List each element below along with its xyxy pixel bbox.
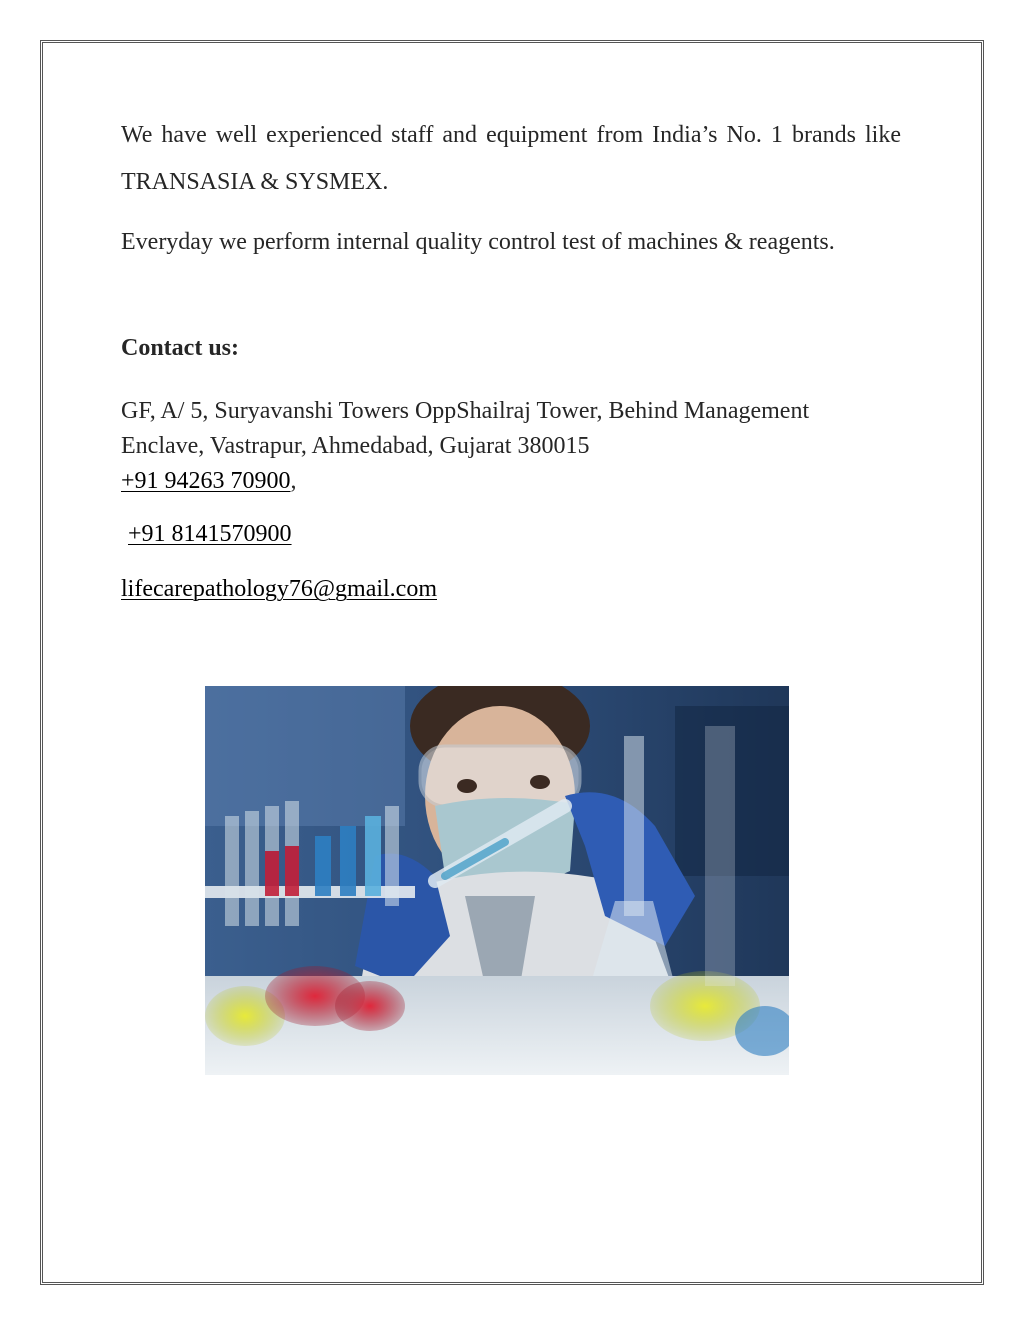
- address-line-1: GF, A/ 5, Suryavanshi Towers OppShailraj Tower, Behind Management: [121, 398, 810, 424]
- phone-separator: ,: [290, 468, 297, 494]
- email-link[interactable]: lifecarepathology76@gmail.com: [121, 576, 437, 602]
- phone-line-2: [121, 517, 908, 552]
- intro-paragraph: We have well experienced staff and equipment from India’s No. 1 brands like TRANSASIA & SYSMEX.: [121, 122, 901, 195]
- address-line-2: Enclave, Vastrapur, Ahmedabad, Gujarat 380015: [121, 433, 590, 459]
- lab-scientist-photo: [205, 686, 789, 1075]
- email-line: [121, 572, 901, 607]
- phone-link-2[interactable]: +91 8141570900: [128, 521, 292, 547]
- phone-line-1: [121, 464, 901, 499]
- contact-heading: Contact us:: [121, 335, 239, 361]
- quality-paragraph: Everyday we perform internal quality control test of machines & reagents.: [121, 229, 835, 255]
- phone-link-1[interactable]: +91 94263 70900: [121, 468, 291, 494]
- contact-address-block: [121, 394, 901, 499]
